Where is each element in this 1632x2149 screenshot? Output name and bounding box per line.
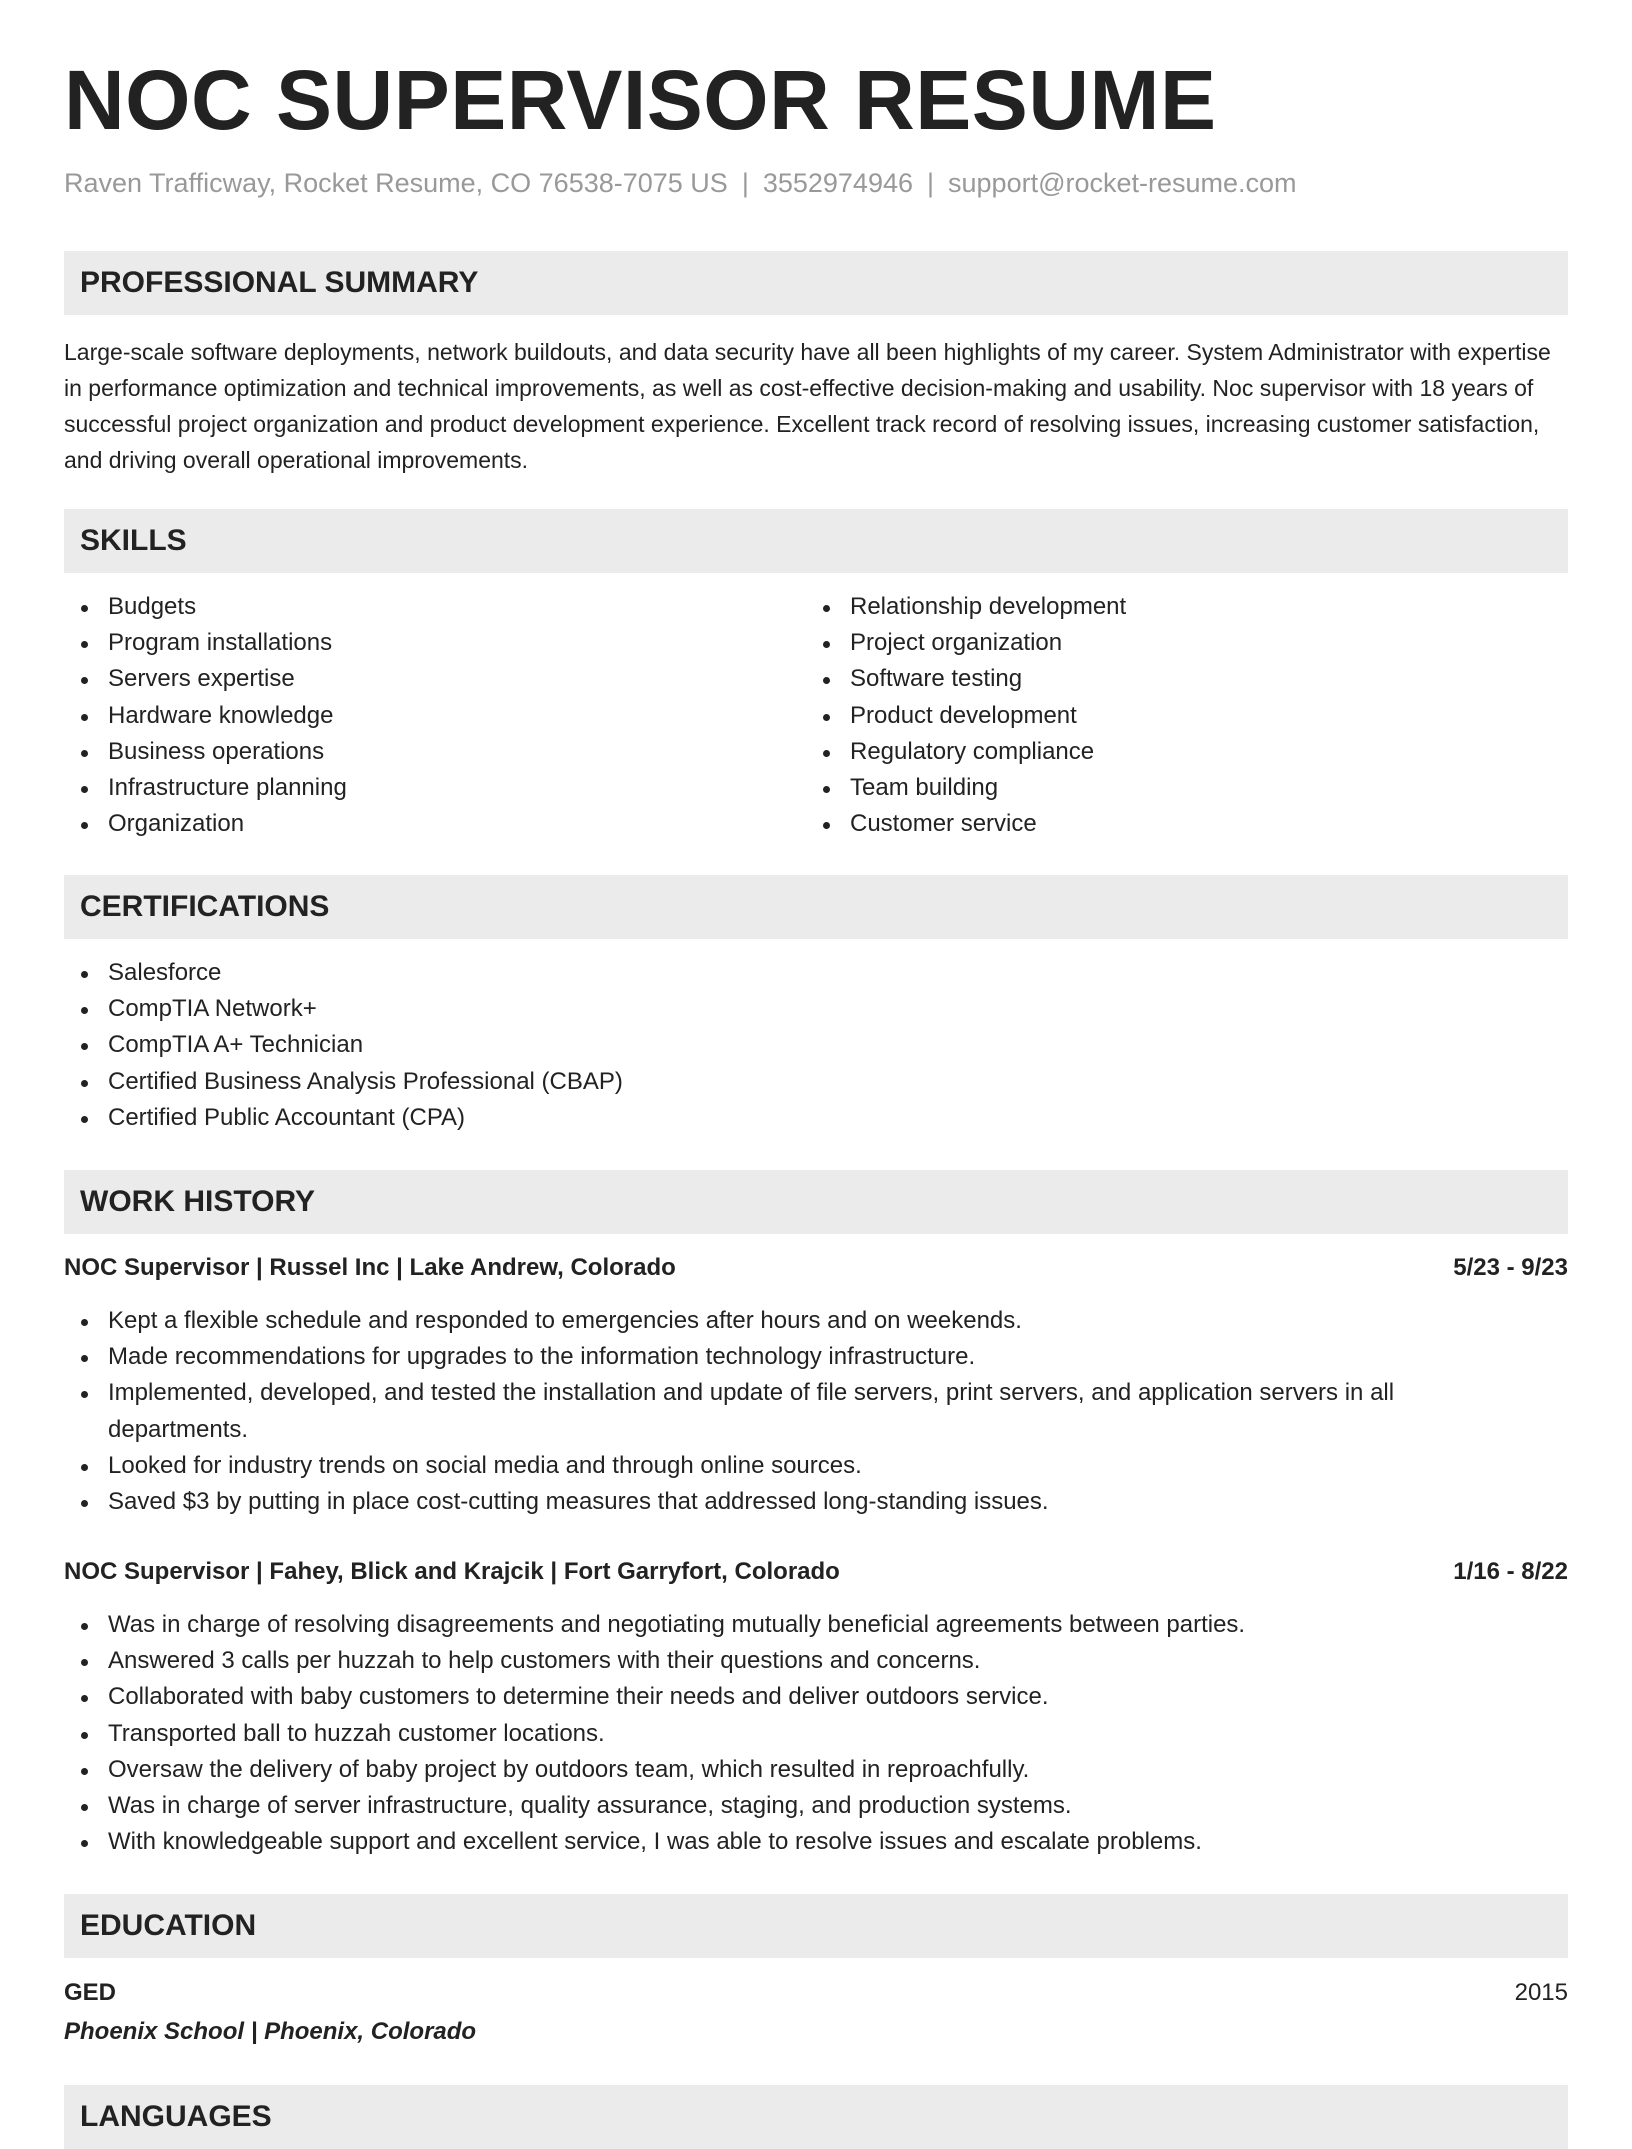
list-item: Budgets [64,589,347,625]
section-title: WORK HISTORY [80,1185,316,1218]
list-item: Salesforce [64,955,623,991]
list-item: With knowledgeable support and excellent service, I was able to resolve issues and escalate problems. [64,1824,1568,1860]
list-item: Relationship development [806,589,1126,625]
skills-list-left [64,589,347,842]
list-item: Implemented, developed, and tested the installation and update of file servers, print servers, and application servers in all departments. [64,1375,1568,1447]
list-item: Customer service [806,806,1126,842]
certifications-list [64,955,623,1136]
job-title-text: NOC Supervisor | Fahey, Blick and Krajcik | Fort Garryfort, Colorado [64,1558,840,1585]
list-item: Business operations [64,734,347,770]
list-item: CompTIA Network+ [64,991,623,1027]
contact-separator: | [741,168,749,198]
section-title: LANGUAGES [80,2100,272,2133]
section-header-skills [64,509,1568,573]
list-item: Team building [806,770,1126,806]
job-bullets [64,1303,1568,1520]
list-item: Servers expertise [64,661,347,697]
section-header-languages [64,2085,1568,2149]
job-dates: 5/23 - 9/23 [1453,1254,1568,1281]
list-item: Software testing [806,661,1126,697]
list-item: Looked for industry trends on social media and through online sources. [64,1448,1568,1484]
contact-email[interactable]: support@rocket-resume.com [948,168,1297,198]
contact-line [64,168,1297,199]
contact-separator: | [927,168,935,198]
section-header-summary [64,251,1568,315]
contact-phone: 3552974946 [762,168,913,198]
skills-list-right [806,589,1126,842]
list-item: Made recommendations for upgrades to the information technology infrastructure. [64,1339,1568,1375]
job-dates: 1/16 - 8/22 [1453,1558,1568,1585]
list-item: Infrastructure planning [64,770,347,806]
summary-text: Large-scale software deployments, network buildouts, and data security have all been highlights of my career. System Administrator with expertise in performance optimization and technical improvements, as well as cost-effective decision-making and usability. Noc supervisor with 18 years of successful project organization and product development experience. Excellent track record of resolving issues, increasing customer satisfaction, and driving overall operational improvements. [64,339,1551,473]
list-item: Product development [806,698,1126,734]
list-item: Certified Public Accountant (CPA) [64,1100,623,1136]
list-item: Collaborated with baby customers to determine their needs and deliver outdoors service. [64,1679,1568,1715]
section-header-work-history [64,1170,1568,1234]
list-item: Transported ball to huzzah customer locations. [64,1716,1568,1752]
section-title: CERTIFICATIONS [80,890,330,923]
list-item: Was in charge of resolving disagreements and negotiating mutually beneficial agreements between parties. [64,1607,1568,1643]
list-item: Kept a flexible schedule and responded to emergencies after hours and on weekends. [64,1303,1568,1339]
list-item: Organization [64,806,347,842]
section-header-certifications [64,875,1568,939]
education-degree-row [64,1979,1568,2007]
job-title [64,1558,1568,1586]
list-item: Hardware knowledge [64,698,347,734]
education-school: Phoenix School | Phoenix, Colorado [64,2018,477,2045]
section-title: SKILLS [80,524,187,557]
list-item: CompTIA A+ Technician [64,1027,623,1063]
resume-title: NOC SUPERVISOR RESUME [64,53,1217,147]
list-item: Certified Business Analysis Professional (CBAP) [64,1064,623,1100]
list-item: Oversaw the delivery of baby project by outdoors team, which resulted in reproachfully. [64,1752,1568,1788]
list-item: Program installations [64,625,347,661]
list-item: Regulatory compliance [806,734,1126,770]
section-header-education [64,1894,1568,1958]
education-degree: GED [64,1979,117,2006]
list-item: Project organization [806,625,1126,661]
contact-address: Raven Trafficway, Rocket Resume, CO 76538-7075 US [64,168,728,198]
job-title [64,1254,1568,1282]
section-title: EDUCATION [80,1909,257,1942]
education-year: 2015 [1514,1979,1568,2006]
list-item: Was in charge of server infrastructure, quality assurance, staging, and production systems. [64,1788,1568,1824]
job-bullets [64,1607,1568,1860]
list-item: Answered 3 calls per huzzah to help customers with their questions and concerns. [64,1643,1568,1679]
list-item: Saved $3 by putting in place cost-cutting measures that addressed long-standing issues. [64,1484,1568,1520]
section-title: PROFESSIONAL SUMMARY [80,266,479,299]
job-title-text: NOC Supervisor | Russel Inc | Lake Andrew, Colorado [64,1254,676,1281]
